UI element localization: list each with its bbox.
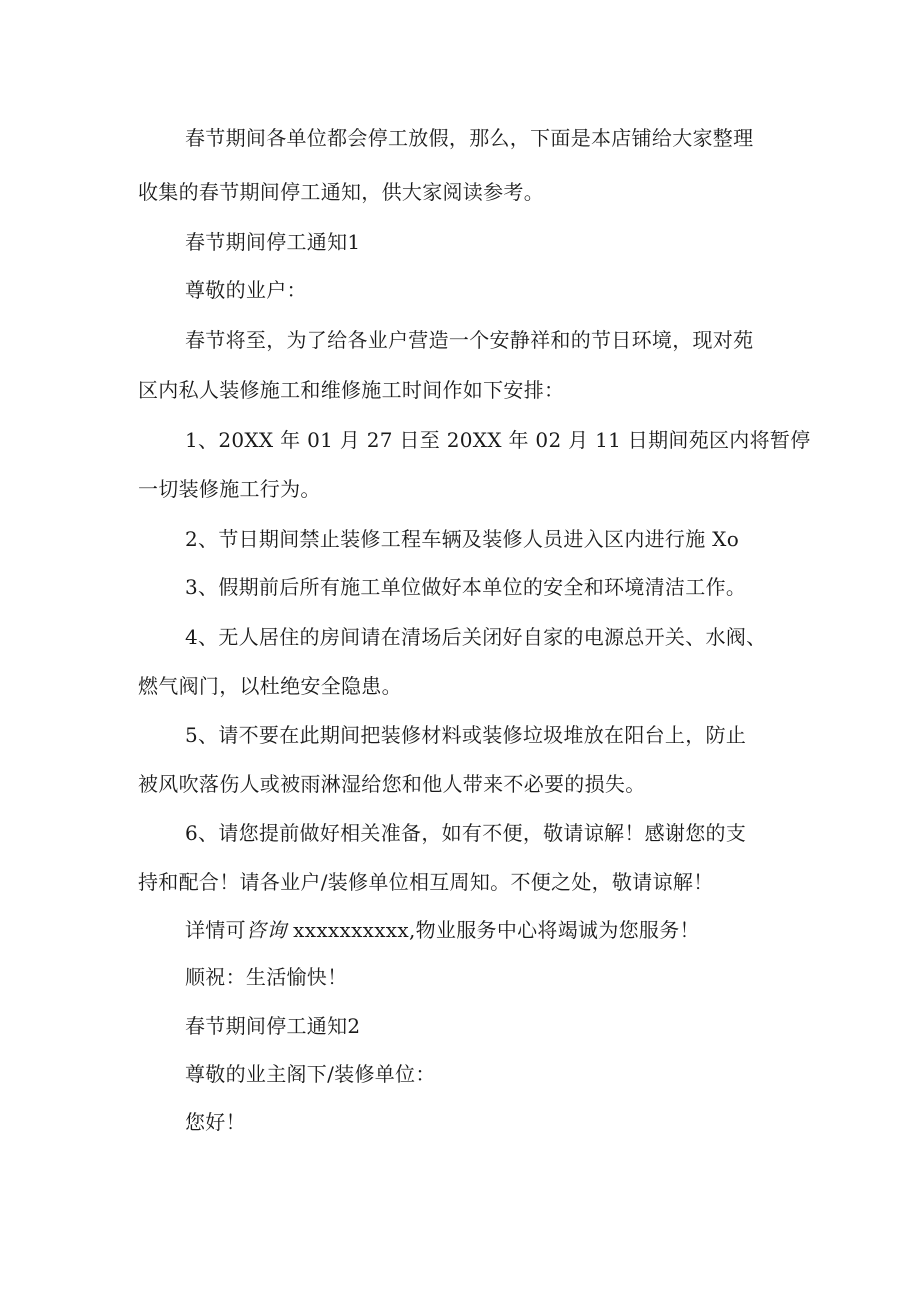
notice1-item6-line2: 持和配合！请各业户/装修单位相互周知。不便之处，敬请谅解！ [138,870,714,894]
notice1-item5-line1: 5、请不要在此期间把装修材料或装修垃圾堆放在阳台上，防止 [185,723,747,747]
notice1-contact-line [185,916,700,944]
notice1-salutation: 尊敬的业户： [185,278,307,302]
contact-suffix: xxxxxxxxxx,物业服务中心将竭诚为您服务！ [286,918,700,942]
notice1-para1-line2: 区内私人装修施工和维修施工时间作如下安排： [138,378,565,402]
notice1-closing: 顺祝：生活愉快！ [185,965,348,989]
intro-line-2: 收集的春节期间停工通知，供大家阅读参考。 [138,180,544,204]
notice1-para1-line1: 春节将至，为了给各业户营造一个安静祥和的节日环境，现对苑 [185,328,754,352]
notice1-title: 春节期间停工通知1 [185,230,361,254]
notice1-item4-line2: 燃气阀门，以杜绝安全隐患。 [138,674,402,698]
notice1-item1-line1: 1、20XX 年 01 月 27 日至 20XX 年 02 月 11 日期间苑区内将暂停 [185,428,811,452]
notice1-item3: 3、假期前后所有施工单位做好本单位的安全和环境清洁工作。 [185,575,747,599]
notice2-title: 春节期间停工通知2 [185,1014,361,1038]
notice1-item5-line2: 被风吹落伤人或被雨淋湿给您和他人带来不必要的损失。 [138,772,646,796]
contact-prefix: 详情可 [185,918,246,942]
notice1-item6-line1: 6、请您提前做好相关准备，如有不便，敬请谅解！感谢您的支 [185,821,747,845]
notice2-greeting: 您好！ [185,1110,246,1134]
notice1-item2: 2、节日期间禁止装修工程车辆及装修人员进入区内进行施 Xo [185,527,740,551]
intro-line-1: 春节期间各单位都会停工放假，那么，下面是本店铺给大家整理 [185,126,754,150]
contact-italic: 咨询 [245,918,287,942]
notice2-salutation: 尊敬的业主阁下/装修单位： [185,1062,436,1086]
notice1-item1-line2: 一切装修施工行为。 [138,477,321,501]
notice1-item4-line1: 4、无人居住的房间请在清场后关闭好自家的电源总开关、水阀、 [185,625,767,649]
